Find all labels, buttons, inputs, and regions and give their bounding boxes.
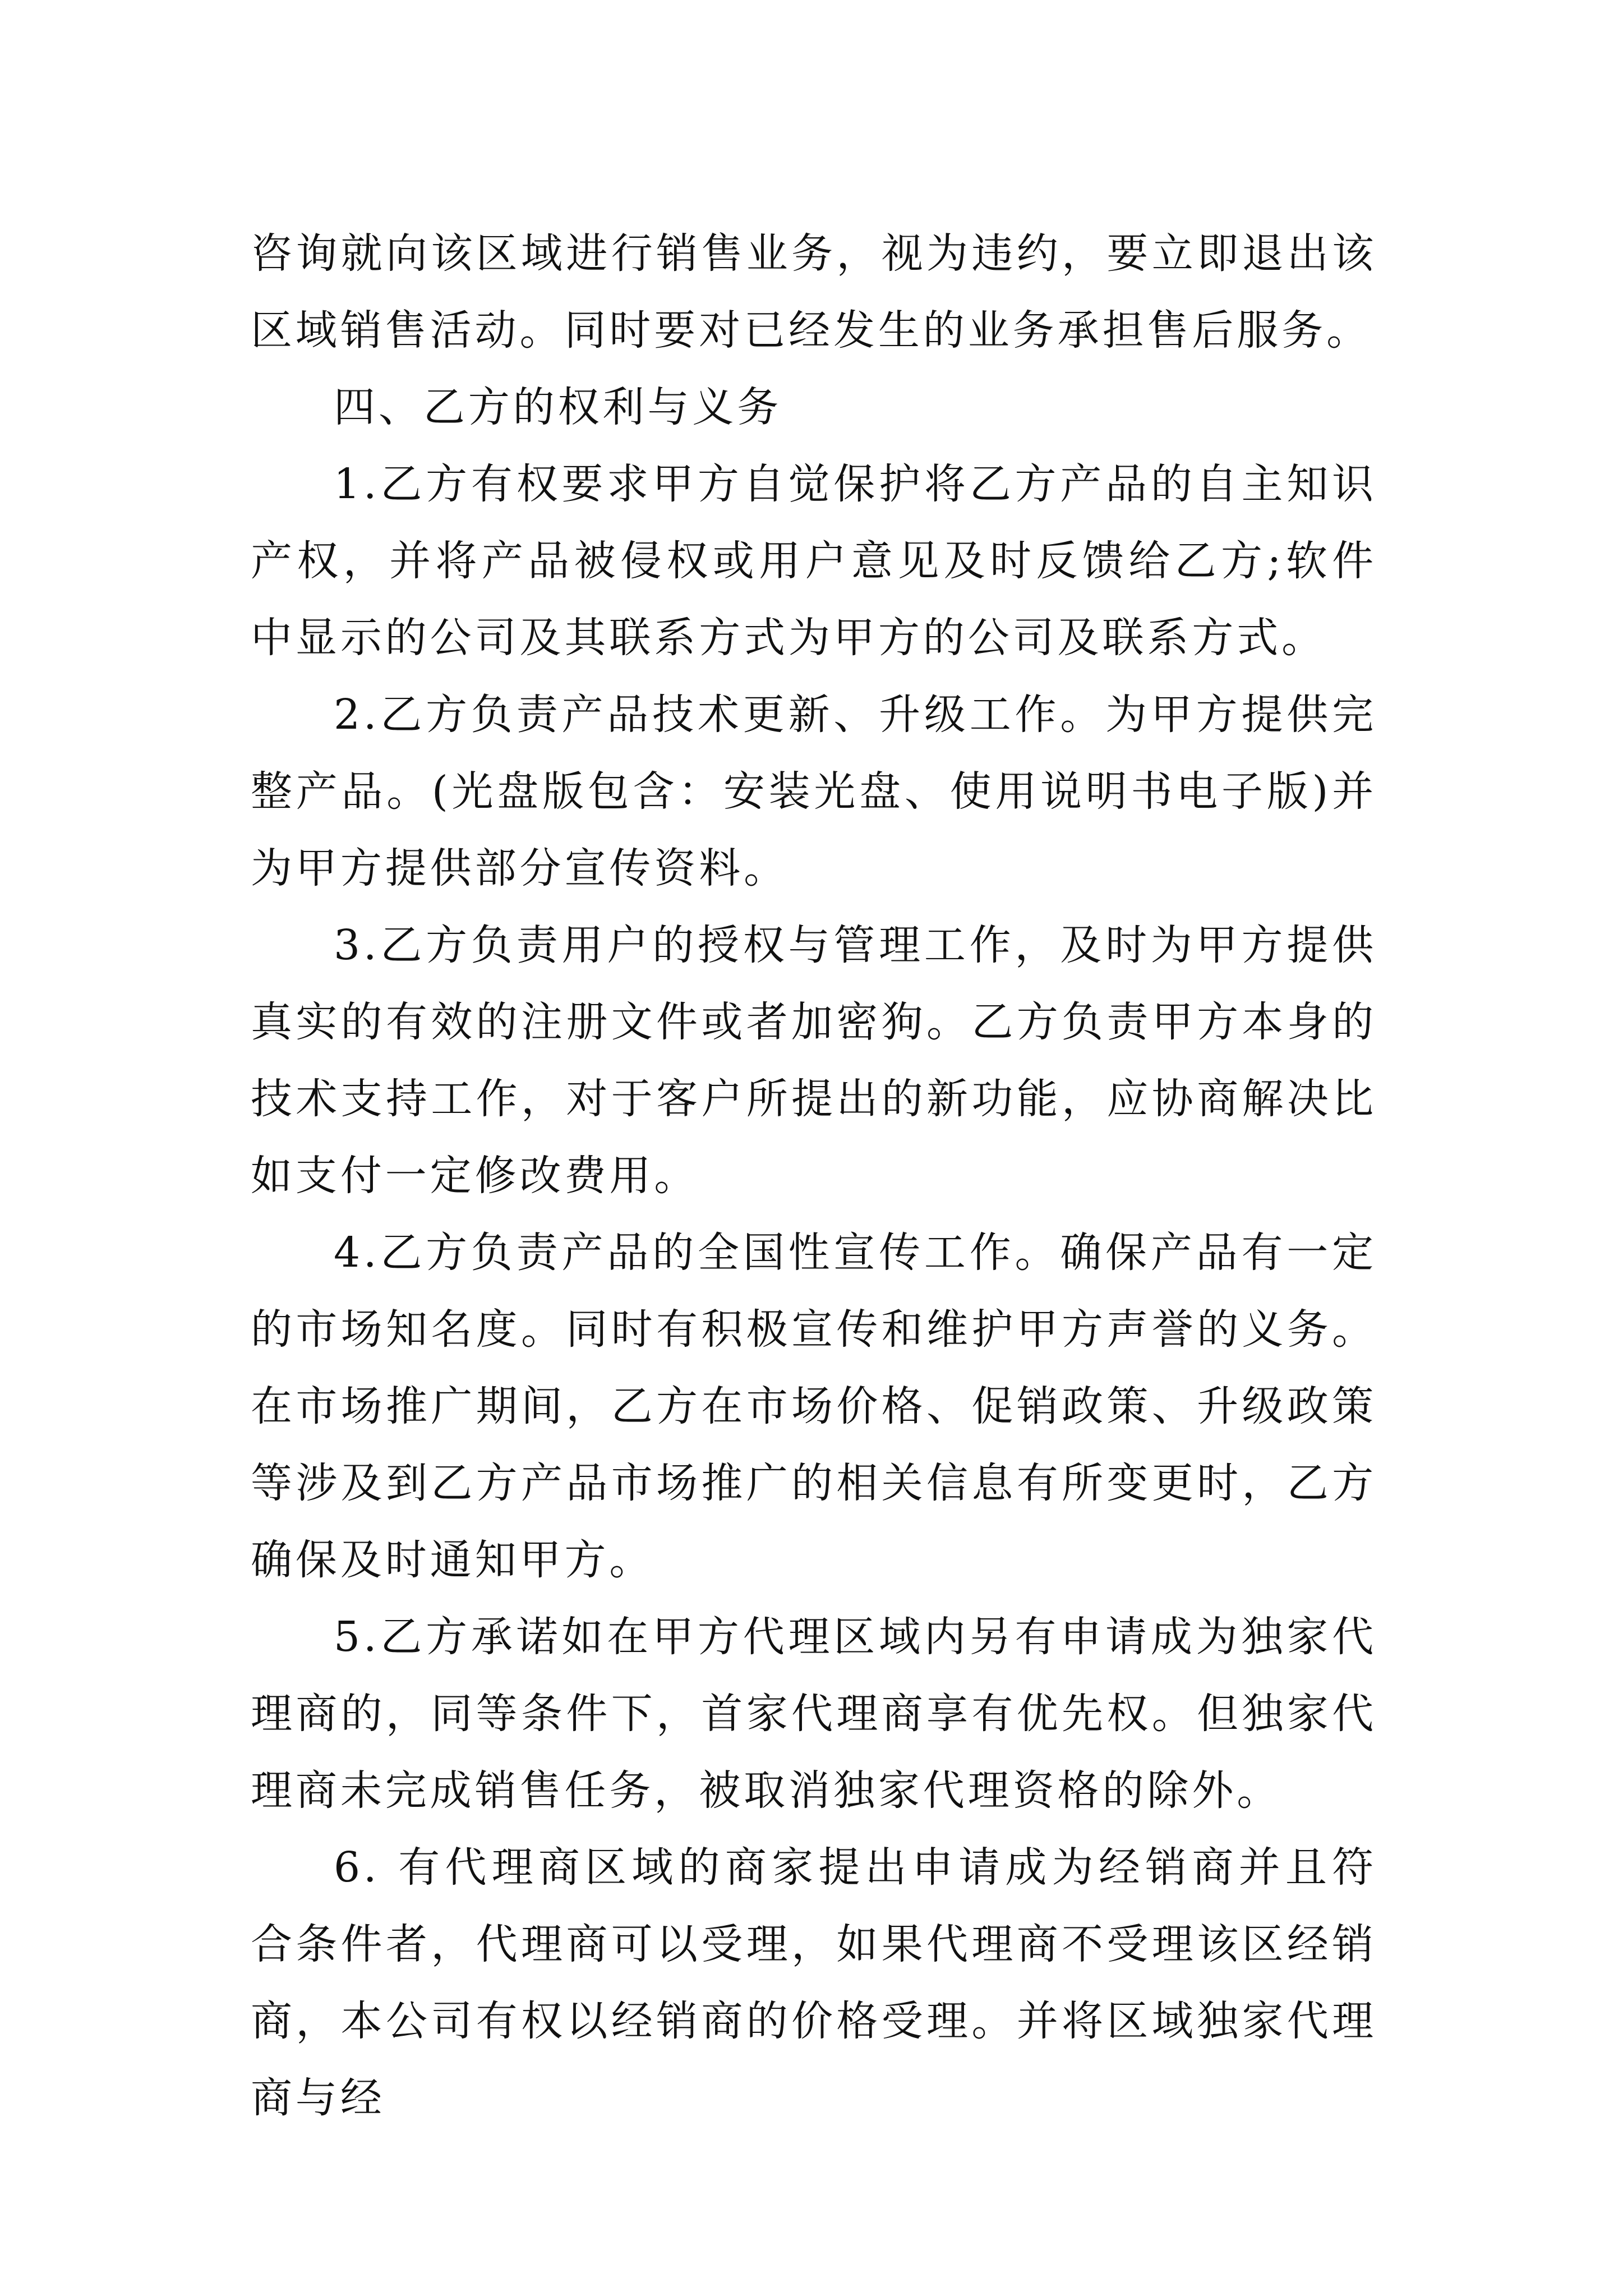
clause-2: 2.乙方负责产品技术更新、升级工作。为甲方提供完整产品。(光盘版包含：安装光盘、使用说明书电子版)并为甲方提供部分宣传资料。 — [251, 691, 1377, 892]
clause-3: 3.乙方负责用户的授权与管理工作，及时为甲方提供真实的有效的注册文件或者加密狗。乙方负责甲方本身的技术支持工作，对于客户所提出的新功能，应协商解决比如支付一定修改费用。 — [251, 921, 1377, 1200]
section-heading: 四、乙方的权利与义务 — [334, 383, 782, 431]
paragraph-continuation: 咨询就向该区域进行销售业务，视为违约，要立即退出该区域销售活动。同时要对已经发生的业务承担售后服务。 — [251, 229, 1377, 355]
clause-6: 6. 有代理商区域的商家提出申请成为经销商并且符合条件者，代理商可以受理，如果代理商不受理该区经销商，本公司有权以经销商的价格受理。并将区域独家代理商与经 — [251, 1843, 1377, 2122]
document-body — [251, 215, 1377, 2137]
clause-1: 1.乙方有权要求甲方自觉保护将乙方产品的自主知识产权，并将产品被侵权或用户意见及时反馈给乙方;软件中显示的公司及其联系方式为甲方的公司及联系方式。 — [251, 460, 1377, 662]
clause-4: 4.乙方负责产品的全国性宣传工作。确保产品有一定的市场知名度。同时有积极宣传和维护甲方声誉的义务。在市场推广期间，乙方在市场价格、促销政策、升级政策等涉及到乙方产品市场推广的相关信息有所变更时，乙方确保及时通知甲方。 — [251, 1228, 1377, 1584]
clause-5: 5.乙方承诺如在甲方代理区域内另有申请成为独家代理商的，同等条件下，首家代理商享有优先权。但独家代理商未完成销售任务，被取消独家代理资格的除外。 — [251, 1613, 1377, 1815]
